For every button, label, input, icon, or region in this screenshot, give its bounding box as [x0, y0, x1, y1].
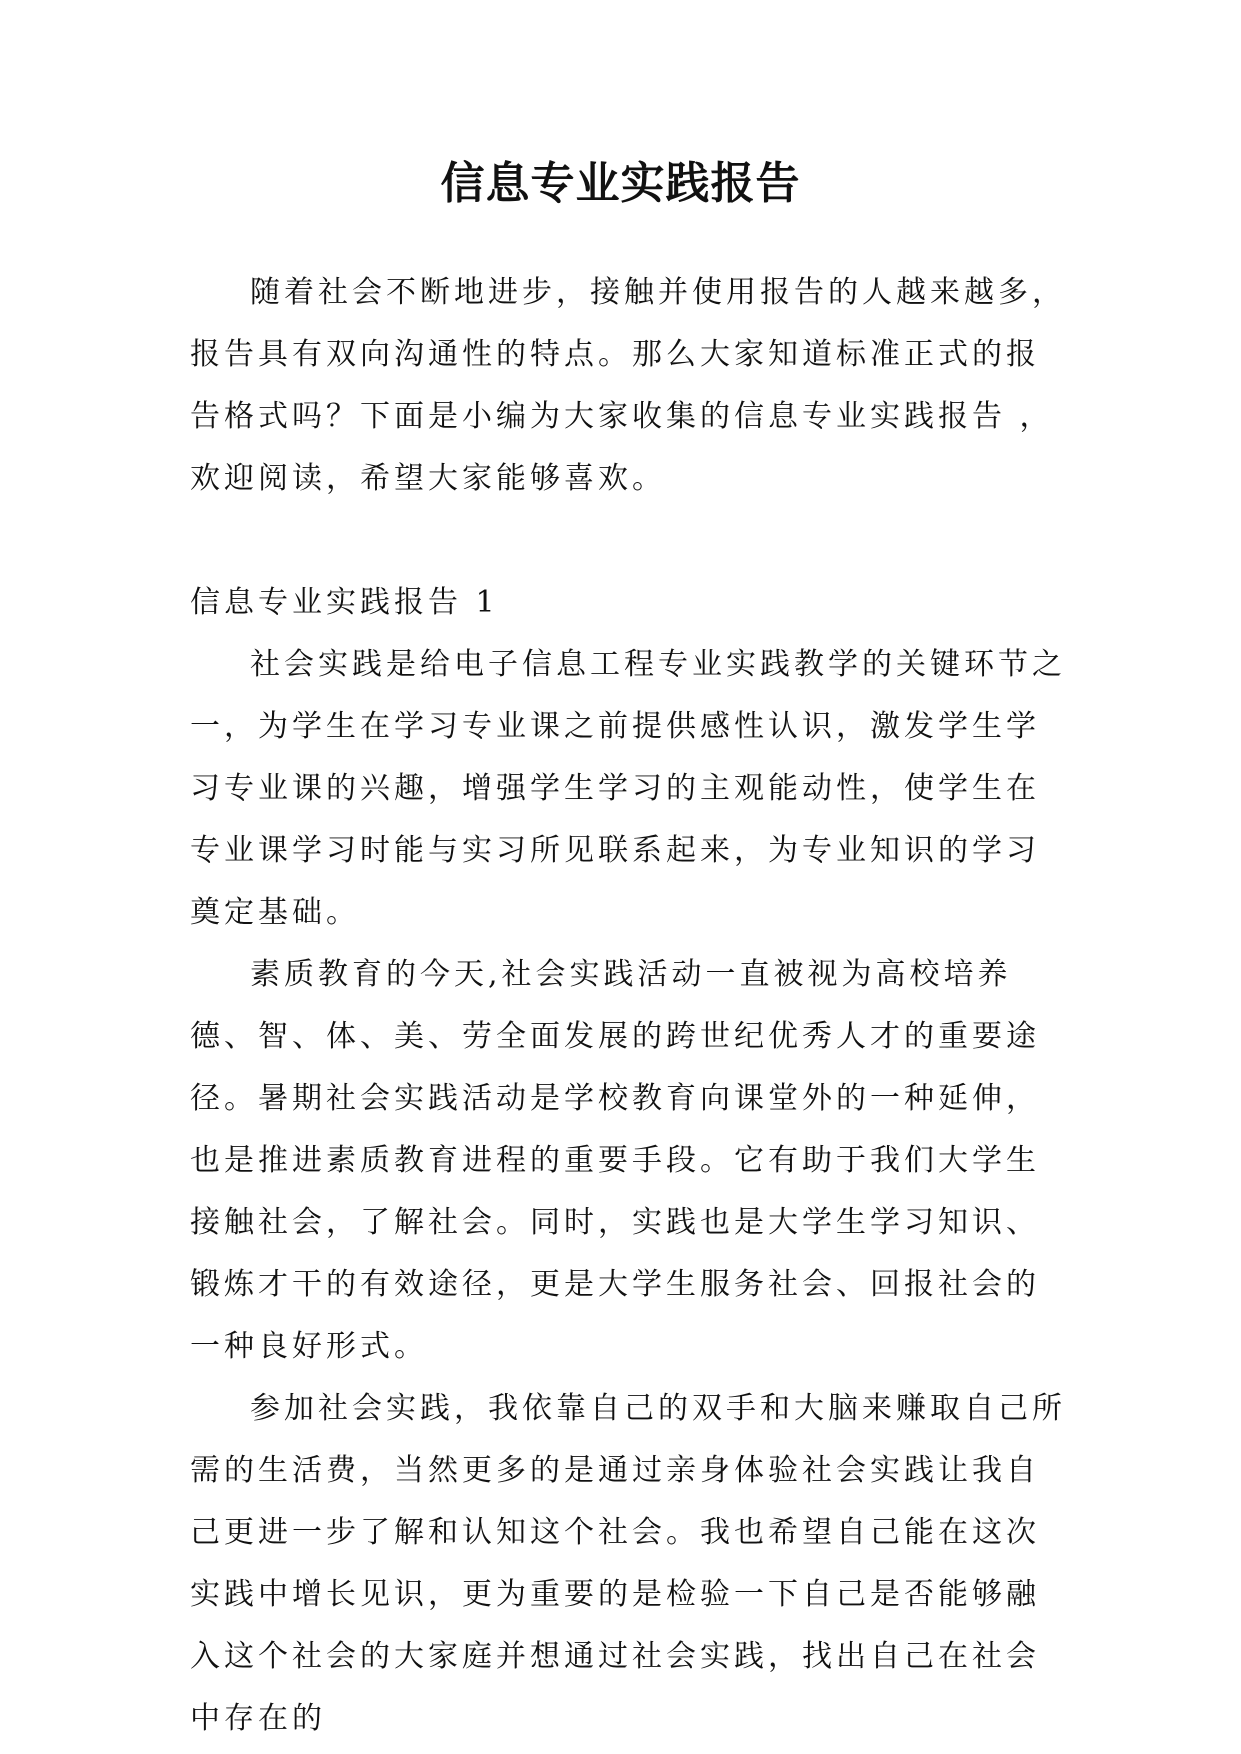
- document-title: 信息专业实践报告: [440, 158, 801, 209]
- body-paragraph-3: 参加社会实践，我依靠自己的双手和大脑来赚取自己所需的生活费，当然更多的是通过亲身体验社会实践让我自己更进一步了解和认知这个社会。我也希望自己能在这次实践中增长见识，更为重要的是检验一下自己是否能够融入这个社会的大家庭并想通过社会实践，找出自己在社会中存在的: [190, 1391, 1066, 1736]
- document-body: [190, 262, 1070, 1750]
- body-paragraph-2: 素质教育的今天,社会实践活动一直被视为高校培养德、智、体、美、劳全面发展的跨世纪优秀人才的重要途径。暑期社会实践活动是学校教育向课堂外的一种延伸，也是推进素质教育进程的重要手段。它有助于我们大学生接触社会，了解社会。同时，实践也是大学生学习知识、锻炼才干的有效途径，更是大学生服务社会、回报社会的一种良好形式。: [190, 957, 1040, 1364]
- body-paragraph-1: 社会实践是给电子信息工程专业实践教学的关键环节之一，为学生在学习专业课之前提供感性认识，激发学生学习专业课的兴趣，增强学生学习的主观能动性，使学生在专业课学习时能与实习所见联系起来，为专业知识的学习奠定基础。: [190, 647, 1066, 930]
- paragraph-gap: [190, 510, 1070, 572]
- section-heading: 信息专业实践报告 1: [190, 585, 499, 620]
- intro-paragraph: 随着社会不断地进步，接触并使用报告的人越来越多，报告具有双向沟通性的特点。那么大家知道标准正式的报告格式吗？下面是小编为大家收集的信息专业实践报告 ，欢迎阅读，希望大家能够喜欢。: [190, 275, 1066, 496]
